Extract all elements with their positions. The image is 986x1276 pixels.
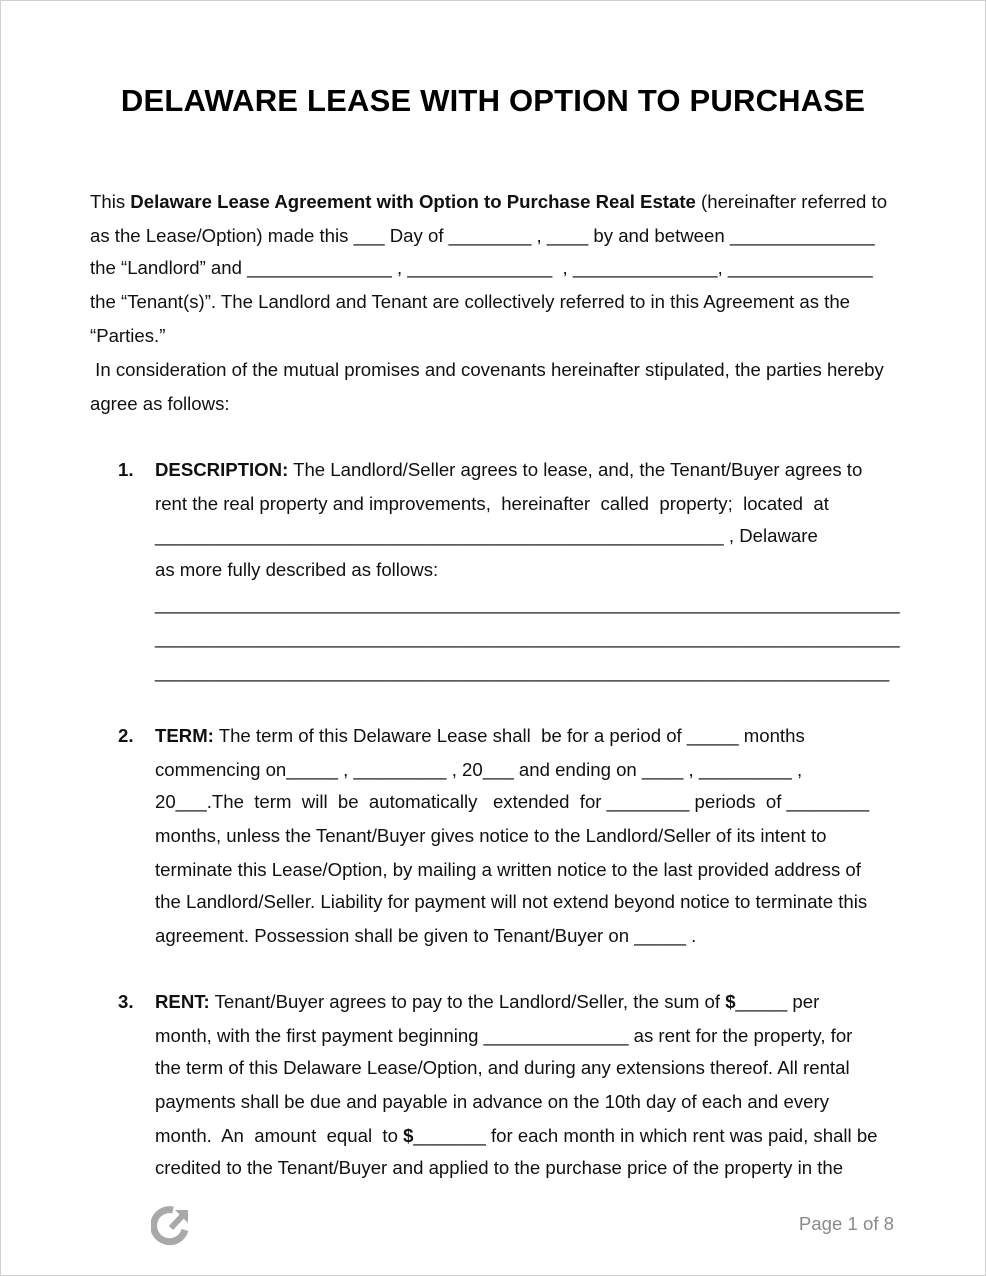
section-1-description-blank-2[interactable]: ________________________________________________________________________	[155, 627, 900, 648]
section-3-line-6: credited to the Tenant/Buyer and applied to the purchase price of the property in the	[155, 1157, 844, 1178]
section-1-address-blank[interactable]: _______________________________________________________ , Delaware	[155, 525, 818, 546]
section-2-line-4: months, unless the Tenant/Buyer gives notice to the Landlord/Seller of its intent to	[155, 825, 827, 846]
page-number: Page 1 of 8	[798, 1213, 894, 1234]
section-2-number: 2.	[118, 725, 134, 746]
intro-line-6: In consideration of the mutual promises and covenants hereinafter stipulated, the parties hereby	[90, 359, 884, 380]
intro-line-3: the “Landlord” and ______________ , ______________ , ______________, ______________	[90, 257, 873, 278]
section-2-line-6: the Landlord/Seller. Liability for payment will not extend beyond notice to terminate this	[155, 891, 868, 912]
document-title: DELAWARE LEASE WITH OPTION TO PURCHASE	[120, 83, 866, 118]
section-3-dollar-sign: $	[725, 991, 736, 1012]
section-3-line-5-a: month. An amount equal to	[155, 1125, 404, 1146]
intro-suffix: (hereinafter referred to	[695, 191, 888, 212]
section-3-line-2: month, with the first payment beginning ______________ as rent for the property, for	[155, 1025, 853, 1046]
agreement-name: Delaware Lease Agreement with Option to Purchase Real Estate	[130, 191, 696, 212]
section-2-line-7: agreement. Possession shall be given to Tenant/Buyer on _____ .	[155, 925, 697, 946]
section-3-text-b: _____ per	[735, 991, 820, 1012]
section-3-text-a: Tenant/Buyer agrees to pay to the Landlord/Seller, the sum of	[209, 991, 726, 1012]
brand-arrow-icon	[151, 1204, 191, 1248]
section-1-text: The Landlord/Seller agrees to lease, and, the Tenant/Buyer agrees to	[288, 459, 863, 480]
section-1-line-2: rent the real property and improvements, hereinafter called property; located at	[155, 493, 829, 514]
section-2-line-1	[155, 725, 805, 747]
intro-line-7: agree as follows:	[90, 393, 230, 414]
section-1-line-4: as more fully described as follows:	[155, 559, 439, 580]
section-2-heading: TERM:	[155, 725, 214, 746]
section-3-line-1	[155, 991, 819, 1013]
intro-line-4: the “Tenant(s)”. The Landlord and Tenant are collectively referred to in this Agreement as the	[90, 291, 851, 312]
section-1-heading: DESCRIPTION:	[155, 459, 289, 480]
section-1-description-blank-1[interactable]: ________________________________________________________________________	[155, 593, 900, 614]
section-3-line-5-b: _______ for each month in which rent was paid, shall be	[413, 1125, 878, 1146]
intro-line-5: “Parties.”	[90, 325, 166, 346]
intro-line-1	[90, 191, 887, 213]
section-3-line-3: the term of this Delaware Lease/Option, and during any extensions thereof. All rental	[155, 1057, 850, 1078]
section-1-line-1	[155, 459, 862, 481]
section-2-line-3: 20___.The term will be automatically extended for ________ periods of ________	[155, 791, 870, 812]
intro-prefix: This	[90, 191, 131, 212]
section-3-line-4: payments shall be due and payable in advance on the 10th day of each and every	[155, 1091, 829, 1112]
section-2-line-2: commencing on_____ , _________ , 20___ and ending on ____ , _________ ,	[155, 759, 803, 780]
section-3-line-5-dollar: $	[403, 1125, 414, 1146]
section-3-line-5	[155, 1125, 878, 1147]
section-2-text: The term of this Delaware Lease shall be for a period of _____ months	[213, 725, 805, 746]
intro-line-2: as the Lease/Option) made this ___ Day of ________ , ____ by and between ______________	[90, 225, 875, 246]
section-2-line-5: terminate this Lease/Option, by mailing a written notice to the last provided address of	[155, 859, 861, 880]
section-3-heading: RENT:	[155, 991, 210, 1012]
section-3-number: 3.	[118, 991, 134, 1012]
section-1-number: 1.	[118, 459, 134, 480]
section-1-description-blank-3[interactable]: _______________________________________________________________________	[155, 661, 890, 682]
